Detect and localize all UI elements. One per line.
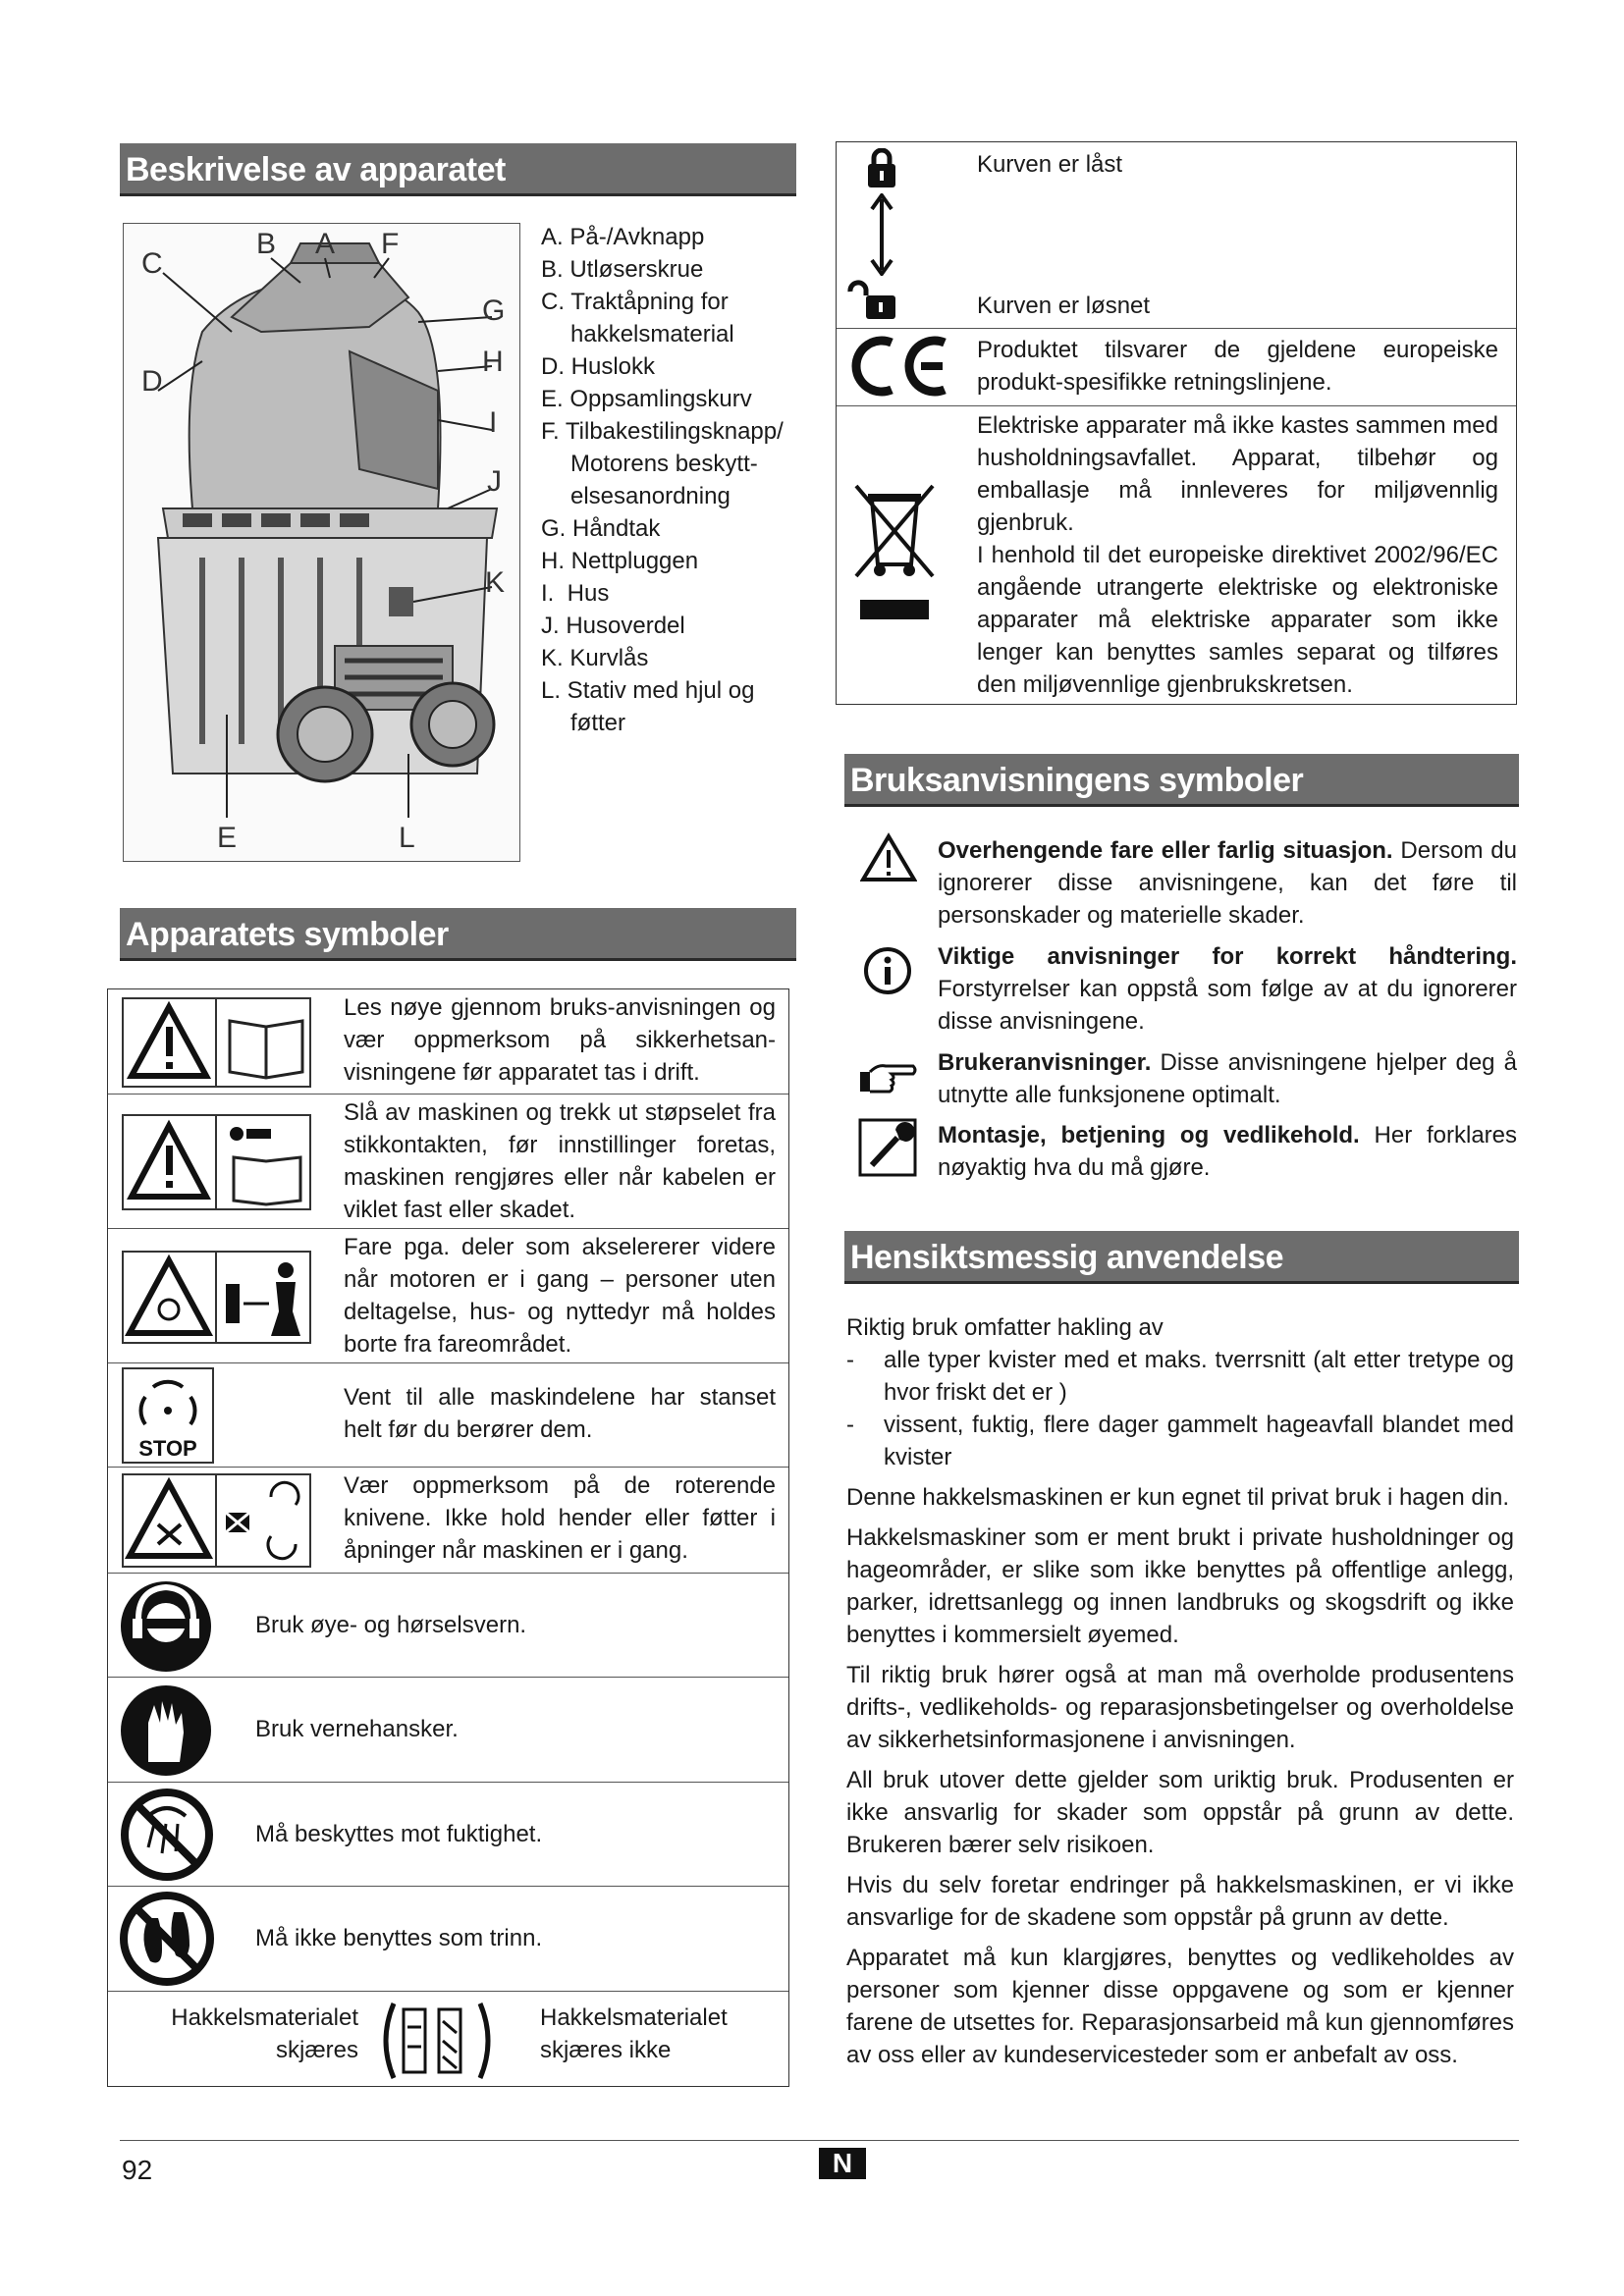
symbol-row-stop <box>108 1362 788 1467</box>
danger-triangle-icon <box>860 832 917 883</box>
symbol-text-blades: Vær oppmerksom på de roterende knivene. Ikke hold hender eller føtter i åpninger når maskinen er i gang. <box>344 1472 776 1564</box>
symbol-text-read-manual: Les nøye gjennom bruks-anvisningen og vær oppmerksom på sikkerhetsan-visningene før apparatet tas i drift. <box>344 994 776 1086</box>
part-c-cont: hakkelsmaterial <box>570 321 734 347</box>
no-moisture-icon <box>119 1787 215 1883</box>
diagram-letter-f: F <box>381 228 400 260</box>
symbol-row-moisture <box>108 1782 788 1886</box>
paragraph-6: Apparatet må kun klargjøres, benyttes og vedlikeholdes av personer som kjenner disse oppgavene og som er kjenner farene de utsettes for. Reparasjonsarbeid må kun gjennomføres av oss eller av kundeservicesteder som er anbefalt av oss. <box>846 1945 1514 2068</box>
manual-symbol-maintenance-rest: Her forklares nøyaktig hva du må gjøre. <box>938 1122 1518 1181</box>
page-number: 92 <box>122 2155 153 2185</box>
eye-ear-protection-icon <box>119 1579 213 1674</box>
symbol-text-no-step: Må ikke benyttes som trinn. <box>255 1925 543 1951</box>
section-title-device-symbols: Apparatets symboler <box>120 908 796 961</box>
diagram-letter-h: H <box>482 346 504 378</box>
part-f-cont-2: elsesanordning <box>570 483 731 509</box>
footer-rule <box>120 2140 1519 2141</box>
paragraph-1: Denne hakkelsmaskinen er kun egnet til privat bruk i hagen din. <box>846 1484 1510 1511</box>
part-a: A. På-/Avknapp <box>541 224 705 250</box>
section-title-description: Beskrivelse av apparatet <box>120 143 796 196</box>
manual-symbol-maintenance-bold: Montasje, betjening og vedlikehold. <box>938 1122 1360 1148</box>
manual-symbol-info <box>938 940 1517 1038</box>
symbol-text-gloves: Bruk vernehansker. <box>255 1716 459 1742</box>
intended-use-intro: Riktig bruk omfatter hakling av <box>846 1314 1164 1341</box>
language-badge: N <box>819 2148 866 2179</box>
warning-bystander-icon <box>122 1251 311 1344</box>
paragraph-4: All bruk utover dette gjelder som uriktig bruk. Produsenten er ikke ansvarlig for skader som oppstår på grunn av dette. Brukeren bærer selv risikoen. <box>846 1767 1514 1858</box>
warning-blades-icon <box>122 1473 311 1568</box>
manual-symbol-danger-bold: Overhengende fare eller farlig situasjon. <box>938 837 1393 864</box>
chop-indicator-icon <box>378 1998 496 2084</box>
symbol-row-no-step <box>108 1886 788 1991</box>
diagram-letter-l: L <box>399 822 415 854</box>
lock-locked-text: Kurven er låst <box>977 151 1123 178</box>
bullet-1 <box>846 1344 1514 1409</box>
symbol-row-chop-indicator <box>108 1991 788 2086</box>
locked-icon <box>866 148 897 189</box>
symbol-text-unplug: Slå av maskinen og trekk ut støpselet fra stikkontakten, før innstillinger foretas, maskinen rengjøres eller når kabelen er viklet fast eller skadet. <box>344 1099 776 1223</box>
symbol-row-blades <box>108 1467 788 1573</box>
chop-left-line-2: skjæres <box>275 2037 358 2063</box>
chop-left-label <box>147 2002 358 2066</box>
symbol-row-eye-ear <box>108 1573 788 1677</box>
warning-unplug-icon <box>122 1114 311 1210</box>
manual-symbol-user-bold: Brukeranvisninger. <box>938 1049 1152 1076</box>
bullet-2-text: vissent, fuktig, flere dager gammelt hageavfall blandet med kvister <box>884 1412 1514 1470</box>
part-e: E. Oppsamlingskurv <box>541 386 752 412</box>
manual-symbol-user <box>938 1046 1517 1111</box>
manual-symbol-info-bold: Viktige anvisninger for korrekt håndtering. <box>938 943 1517 970</box>
ce-mark-icon <box>844 335 952 398</box>
lock-released-text: Kurven er løsnet <box>977 293 1151 319</box>
chop-right-line-1: Hakkelsmaterialet <box>540 2004 728 2031</box>
part-j: J. Husoverdel <box>541 613 685 639</box>
diagram-letter-a: A <box>315 228 336 260</box>
device-symbols-table <box>107 988 789 2087</box>
part-c: C. Traktåpning for <box>541 289 729 315</box>
diagram-letter-e: E <box>217 822 238 854</box>
symbol-row-gloves <box>108 1677 788 1782</box>
bullet-2 <box>846 1409 1514 1473</box>
paragraph-2: Hakkelsmaskiner som er ment brukt i private husholdninger og hageområder, er slike som ikke benyttes på offentlige anlegg, parker, idrettsanlegg og innen landbruks og skogsdrift og ikke benyttes i kommersielt øyemed. <box>846 1524 1514 1648</box>
pointing-hand-icon <box>856 1058 919 1097</box>
part-l-cont: føtter <box>570 710 626 736</box>
chop-left-line-1: Hakkelsmaterialet <box>171 2004 358 2031</box>
manual-symbol-danger <box>938 834 1517 932</box>
part-d: D. Huslokk <box>541 353 656 380</box>
chop-right-line-2: skjæres ikke <box>540 2037 672 2063</box>
part-f-cont-1: Motorens beskytt- <box>570 451 758 477</box>
unlocked-icon <box>846 280 903 321</box>
symbol-text-moisture: Må beskyttes mot fuktighet. <box>255 1821 543 1847</box>
diagram-letter-i: I <box>489 406 498 439</box>
manual-symbol-danger-rest: Dersom du ignorerer disse anvisningene, kan det føre til personskader og materielle skader. <box>938 837 1518 929</box>
bullet-1-marker: - <box>846 1347 854 1373</box>
part-k: K. Kurvlås <box>541 645 649 671</box>
ce-text: Produktet tilsvarer de gjeldene europeiske produkt-spesifikke retningslinjene. <box>977 337 1498 396</box>
no-step-icon <box>119 1891 215 1987</box>
section-title-intended-use: Hensiktsmessig anvendelse <box>844 1231 1519 1284</box>
symbol-row-unplug <box>108 1094 788 1228</box>
bullet-2-marker: - <box>846 1412 854 1438</box>
manual-symbol-maintenance <box>938 1119 1517 1184</box>
lock-arrow-icon <box>868 193 895 276</box>
diagram-letter-d: D <box>141 365 163 398</box>
weee-text-1: Elektriske apparater må ikke kastes sammen med husholdningsavfallet. Apparat, tilbehør og emballasje må innleveres for miljøvennlig gjenbruk. <box>977 412 1498 536</box>
diagram-letter-g: G <box>482 294 506 327</box>
paragraph-3: Til riktig bruk hører også at man må overholde produsentens drifts-, vedlikeholds- og reparasjonsbetingelser og overholdelse av sikkerhetsinformasjonene i anvisningen. <box>846 1662 1514 1753</box>
paragraph-5: Hvis du selv foretar endringer på hakkelsmaskinen, er vi ikke ansvarlige for de skadene som oppstår på grunn av dette. <box>846 1872 1514 1931</box>
diagram-letter-k: K <box>485 566 506 599</box>
manual-symbol-user-rest: Disse anvisningene hjelper deg å utnytte alle funksjonene optimalt. <box>938 1049 1517 1108</box>
diagram-letter-b: B <box>256 228 277 260</box>
device-diagram <box>123 223 520 862</box>
diagram-letter-c: C <box>141 247 163 280</box>
stop-rotation-icon <box>122 1367 214 1464</box>
parts-list <box>541 221 796 739</box>
symbol-row-read-manual <box>108 989 788 1094</box>
symbol-text-bystanders: Fare pga. deler som akselererer videre når motoren er i gang – personer uten deltagelse, hus- og nyttedyr må holdes borte fra fareområdet. <box>344 1234 776 1358</box>
symbol-text-stop: Vent til alle maskindelene har stanset helt før du berører dem. <box>344 1384 776 1443</box>
chop-right-label <box>540 2002 776 2066</box>
part-h: H. Nettpluggen <box>541 548 699 574</box>
wrench-icon <box>858 1118 917 1177</box>
part-g: G. Håndtak <box>541 515 661 542</box>
gloves-icon <box>119 1683 213 1778</box>
warning-book-icon <box>122 997 311 1088</box>
bullet-1-text: alle typer kvister med et maks. tverrsnitt (alt etter tretype og hvor friskt det er ) <box>884 1347 1514 1406</box>
part-f: F. Tilbakestilingsknapp/ <box>541 418 784 445</box>
section-title-manual-symbols: Bruksanvisningens symboler <box>844 754 1519 807</box>
manual-symbol-info-rest: Forstyrrelser kan oppstå som følge av at du ignorerer disse anvisningene. <box>938 976 1517 1035</box>
part-b: B. Utløserskrue <box>541 256 704 283</box>
symbol-text-eye-ear: Bruk øye- og hørselsvern. <box>255 1612 527 1638</box>
weee-text-2: I henhold til det europeiske direktivet 2002/96/EC angående utrangerte elektriske og elektroniske apparater må elektriske apparater som ikke lenger kan benyttes samles separat og tilføres den miljøvennlige gjenbrukskretsen. <box>977 542 1498 698</box>
diagram-letter-j: J <box>487 465 502 498</box>
part-i: I. Hus <box>541 580 610 607</box>
intended-use-body <box>846 1311 1514 2071</box>
part-l: L. Stativ med hjul og <box>541 677 755 704</box>
symbol-row-bystanders <box>108 1228 788 1362</box>
info-icon <box>862 945 913 996</box>
right-symbols-table <box>836 141 1517 705</box>
weee-bin-icon <box>850 482 939 629</box>
stop-label: STOP <box>138 1436 197 1461</box>
